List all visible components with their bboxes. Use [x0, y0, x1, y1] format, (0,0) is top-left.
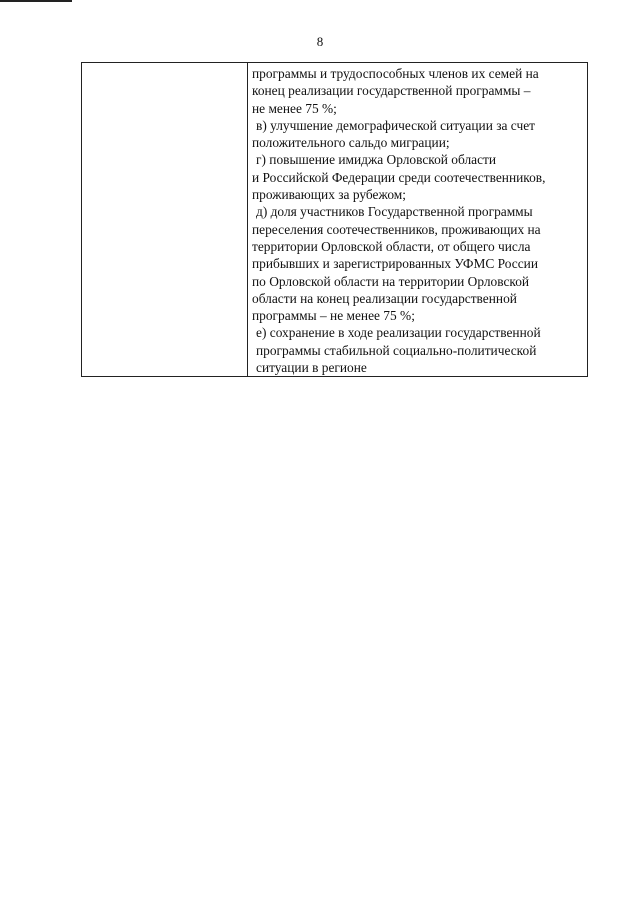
text-line: переселения соотечественников, проживающих на — [252, 221, 541, 237]
list-item-e: е) сохранение в ходе реализации государственной — [256, 325, 541, 341]
text-line: программы стабильной социально-политической — [256, 342, 537, 358]
text-line: не менее 75 %; — [252, 100, 337, 116]
text-line: положительного сальдо миграции; — [252, 135, 450, 151]
text-line: по Орловской области на территории Орловской — [252, 273, 530, 289]
text-line: конец реализации государственной программы – — [252, 83, 531, 99]
list-item-v: в) улучшение демографической ситуации за счет — [256, 117, 535, 133]
text-line: проживающих за рубежом; — [252, 187, 407, 203]
table-left-cell — [82, 63, 248, 376]
text-line: и Российской Федерации среди соотечественников, — [252, 169, 546, 185]
document-table — [81, 62, 588, 377]
table-right-cell — [248, 63, 587, 376]
list-item-d: д) доля участников Государственной программы — [256, 204, 533, 220]
page-number: 8 — [316, 34, 324, 49]
list-item-g: г) повышение имиджа Орловской области — [256, 152, 497, 168]
scan-edge-mark — [0, 0, 72, 2]
text-line: прибывших и зарегистрированных УФМС России — [252, 256, 539, 272]
text-line: области на конец реализации государственной — [252, 290, 517, 306]
text-line: ситуации в регионе — [256, 360, 367, 376]
text-line: программы и трудоспособных членов их семей на — [252, 66, 539, 81]
text-line: программы – не менее 75 %; — [252, 308, 415, 324]
text-line: территории Орловской области, от общего числа — [252, 238, 531, 254]
